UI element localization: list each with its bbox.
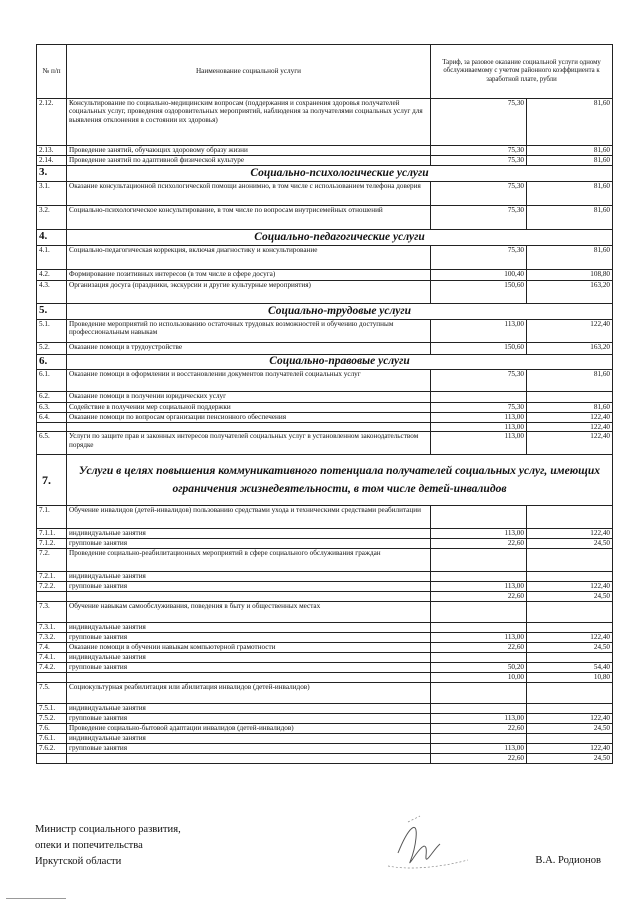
row-number: 6.2. (37, 391, 67, 402)
section-title: Социально-психологические услуги (67, 166, 613, 182)
table-row (37, 182, 613, 206)
service-name: Оказание помощи в получении юридических услуг (67, 391, 431, 402)
section-title: Социально-правовые услуги (67, 355, 613, 370)
tariff-value: 113,00 (431, 582, 527, 592)
row-number (37, 672, 67, 682)
tariff-value-with-coefficient (527, 549, 613, 572)
tariff-value: 75,30 (431, 369, 527, 391)
tariff-value-with-coefficient: 10,80 (527, 672, 613, 682)
table-row (37, 412, 613, 422)
tariff-value: 113,00 (431, 422, 527, 431)
tariff-value: 75,30 (431, 182, 527, 206)
row-number: 4.1. (37, 246, 67, 270)
header-name: Наименование социальной услуги (67, 45, 431, 99)
tariff-value: 113,00 (431, 713, 527, 723)
service-name: Оказание помощи в трудоустройстве (67, 343, 431, 355)
tariff-value (431, 602, 527, 623)
tariff-value: 113,00 (431, 320, 527, 343)
service-name: Организация досуга (праздники, экскурсии и другие культурные мероприятия) (67, 281, 431, 304)
row-number: 7.4. (37, 642, 67, 652)
tariff-value (431, 549, 527, 572)
tariff-value-with-coefficient (527, 682, 613, 703)
tariff-value (431, 682, 527, 703)
tariff-value (431, 733, 527, 743)
tariff-value-with-coefficient: 81,60 (527, 99, 613, 146)
tariff-value-with-coefficient: 24,50 (527, 592, 613, 602)
row-number: 7.3. (37, 602, 67, 623)
tariff-value-with-coefficient: 122,40 (527, 432, 613, 455)
table-row (37, 723, 613, 733)
table-row (37, 369, 613, 391)
section-row (37, 166, 613, 182)
service-name: индивидуальные занятия (67, 652, 431, 662)
service-name: Формирование позитивных интересов (в том числе в сфере досуга) (67, 270, 431, 281)
row-number (37, 753, 67, 763)
service-name: Консультирование по социально-медицинским вопросам (поддержания и сохранения здоровья получателей социальных услуг, проведения оздоровительных мероприятий, наблюдения за получателями социальных услуг для выявления отклонения в состоянии их здоровья) (67, 99, 431, 146)
tariff-value: 75,30 (431, 206, 527, 230)
table-row (37, 753, 613, 763)
table-row (37, 642, 613, 652)
section-title: Социально-педагогические услуги (67, 230, 613, 246)
tariff-value (431, 572, 527, 582)
tariff-value-with-coefficient: 122,40 (527, 713, 613, 723)
header-num: № п/п (37, 45, 67, 99)
service-name: индивидуальные занятия (67, 572, 431, 582)
signatory-name: В.А. Родионов (535, 855, 601, 866)
section-number: 6. (37, 355, 67, 370)
row-number: 2.13. (37, 146, 67, 156)
row-number: 3.1. (37, 182, 67, 206)
row-number: 3.2. (37, 206, 67, 230)
tariff-value: 75,30 (431, 246, 527, 270)
table-row (37, 632, 613, 642)
service-name: групповые занятия (67, 662, 431, 672)
table-row (37, 733, 613, 743)
table-row (37, 592, 613, 602)
service-name: Оказание помощи в обучении навыкам компьютерной грамотности (67, 642, 431, 652)
tariff-value: 113,00 (431, 529, 527, 539)
service-name (67, 592, 431, 602)
service-name: групповые занятия (67, 713, 431, 723)
table-row (37, 422, 613, 431)
tariff-value-with-coefficient (527, 602, 613, 623)
service-name: индивидуальные занятия (67, 733, 431, 743)
tariff-value-with-coefficient: 81,60 (527, 182, 613, 206)
tariff-value: 113,00 (431, 632, 527, 642)
row-number (37, 422, 67, 431)
service-name (67, 422, 431, 431)
footer-line (6, 898, 66, 899)
table-row (37, 506, 613, 529)
tariff-value: 75,30 (431, 402, 527, 412)
service-name: Оказание консультационной психологической помощи анонимно, в том числе с использованием телефона доверия (67, 182, 431, 206)
tariff-value (431, 623, 527, 632)
section-number: 4. (37, 230, 67, 246)
tariff-value-with-coefficient: 108,80 (527, 270, 613, 281)
tariff-value-with-coefficient: 122,40 (527, 743, 613, 753)
row-number: 7.2.1. (37, 572, 67, 582)
tariff-value: 113,00 (431, 412, 527, 422)
row-number: 4.3. (37, 281, 67, 304)
row-number: 7.4.1. (37, 652, 67, 662)
table-row (37, 432, 613, 455)
tariff-value-with-coefficient: 24,50 (527, 723, 613, 733)
row-number: 6.4. (37, 412, 67, 422)
row-number: 6.5. (37, 432, 67, 455)
section-title: Услуги в целях повышения коммуникативного потенциала получателей социальных услуг, имеющих ограничения жизнедеятельности, в том числе детей-инвалидов (67, 455, 613, 506)
tariff-value: 22,60 (431, 592, 527, 602)
table-row (37, 206, 613, 230)
table-row (37, 281, 613, 304)
section-row (37, 455, 613, 506)
tariff-value-with-coefficient: 81,60 (527, 146, 613, 156)
row-number: 7.5.1. (37, 703, 67, 713)
section-row (37, 230, 613, 246)
signature-block (35, 822, 181, 870)
tariff-value-with-coefficient: 81,60 (527, 369, 613, 391)
table-row (37, 743, 613, 753)
tariff-value-with-coefficient: 122,40 (527, 412, 613, 422)
table-row (37, 582, 613, 592)
table-row (37, 156, 613, 166)
service-name: Проведение социально-реабилитационных мероприятий в сфере социального обслуживания граждан (67, 549, 431, 572)
service-name (67, 672, 431, 682)
section-title: Социально-трудовые услуги (67, 304, 613, 320)
row-number: 5.2. (37, 343, 67, 355)
tariff-value-with-coefficient: 163,20 (527, 343, 613, 355)
tariff-value-with-coefficient: 24,50 (527, 642, 613, 652)
tariff-value: 22,60 (431, 723, 527, 733)
service-name: Проведение занятий, обучающих здоровому образу жизни (67, 146, 431, 156)
tariff-value (431, 391, 527, 402)
table-row (37, 713, 613, 723)
tariff-value: 150,60 (431, 281, 527, 304)
service-name: Обучение инвалидов (детей-инвалидов) пользованию средствами ухода и техническими средствами реабилитации (67, 506, 431, 529)
table-row (37, 270, 613, 281)
tariff-value-with-coefficient (527, 572, 613, 582)
tariff-value (431, 703, 527, 713)
tariff-value-with-coefficient (527, 391, 613, 402)
tariff-value: 22,60 (431, 642, 527, 652)
header-price: Тариф, за разовое оказание социальной услуги одному обслуживаемому с учетом районного коэффициента к заработной плате, рубли (431, 45, 613, 99)
service-name: Проведение занятий по адаптивной физической культуре (67, 156, 431, 166)
tariff-value-with-coefficient: 81,60 (527, 206, 613, 230)
signature-line-2: опеки и попечительства (35, 839, 143, 851)
tariff-value-with-coefficient: 122,40 (527, 529, 613, 539)
tariff-value: 75,30 (431, 146, 527, 156)
section-number: 7. (37, 455, 67, 506)
tariff-value: 100,40 (431, 270, 527, 281)
tariff-value: 10,00 (431, 672, 527, 682)
row-number: 7.5. (37, 682, 67, 703)
table-row (37, 529, 613, 539)
service-name: Социокультурная реабилитация или абилитация инвалидов (детей-инвалидов) (67, 682, 431, 703)
service-name: групповые занятия (67, 743, 431, 753)
service-name: Оказание помощи в оформлении и восстановлении документов получателей социальных услуг (67, 369, 431, 391)
tariff-value-with-coefficient: 81,60 (527, 402, 613, 412)
tariff-value-with-coefficient: 81,60 (527, 246, 613, 270)
tariff-value-with-coefficient (527, 506, 613, 529)
service-name: групповые занятия (67, 632, 431, 642)
tariff-value: 50,20 (431, 662, 527, 672)
row-number: 7.6.2. (37, 743, 67, 753)
row-number: 7.6.1. (37, 733, 67, 743)
row-number: 2.14. (37, 156, 67, 166)
tariff-value-with-coefficient: 81,60 (527, 156, 613, 166)
section-number: 3. (37, 166, 67, 182)
table-row (37, 246, 613, 270)
table-row (37, 662, 613, 672)
row-number: 5.1. (37, 320, 67, 343)
row-number: 7.6. (37, 723, 67, 733)
row-number: 7.3.2. (37, 632, 67, 642)
service-name: индивидуальные занятия (67, 529, 431, 539)
row-number: 7.2. (37, 549, 67, 572)
service-name: групповые занятия (67, 582, 431, 592)
tariff-value-with-coefficient: 122,40 (527, 632, 613, 642)
row-number: 7.2.2. (37, 582, 67, 592)
tariff-value: 22,60 (431, 753, 527, 763)
section-row (37, 355, 613, 370)
table-row (37, 146, 613, 156)
row-number: 7.3.1. (37, 623, 67, 632)
table-row (37, 549, 613, 572)
table-row (37, 402, 613, 412)
tariff-value-with-coefficient: 122,40 (527, 582, 613, 592)
table-row (37, 572, 613, 582)
tariff-value-with-coefficient: 24,50 (527, 539, 613, 549)
service-name: Оказание помощи по вопросам организации пенсионного обеспечения (67, 412, 431, 422)
service-name: Содействие в получении мер социальной поддержки (67, 402, 431, 412)
service-name (67, 753, 431, 763)
tariff-value-with-coefficient (527, 733, 613, 743)
tariff-value-with-coefficient (527, 703, 613, 713)
table-row (37, 343, 613, 355)
table-row (37, 99, 613, 146)
service-name: Услуги по защите прав и законных интересов получателей социальных услуг в установленном законодательством порядке (67, 432, 431, 455)
row-number: 6.1. (37, 369, 67, 391)
tariff-value (431, 652, 527, 662)
service-name: индивидуальные занятия (67, 623, 431, 632)
row-number: 7.4.2. (37, 662, 67, 672)
tariff-value: 75,30 (431, 99, 527, 146)
table-row (37, 391, 613, 402)
tariff-value: 150,60 (431, 343, 527, 355)
table-row (37, 652, 613, 662)
table-row (37, 320, 613, 343)
table-row (37, 602, 613, 623)
service-name: индивидуальные занятия (67, 703, 431, 713)
service-name: Обучение навыкам самообслуживания, поведения в быту и общественных местах (67, 602, 431, 623)
row-number: 4.2. (37, 270, 67, 281)
tariff-value: 22,60 (431, 539, 527, 549)
tariff-value-with-coefficient: 122,40 (527, 320, 613, 343)
row-number: 2.12. (37, 99, 67, 146)
table-row (37, 672, 613, 682)
row-number: 7.1.1. (37, 529, 67, 539)
tariff-value-with-coefficient (527, 623, 613, 632)
service-name: групповые занятия (67, 539, 431, 549)
service-name: Социально-педагогическая коррекция, включая диагностику и консультирование (67, 246, 431, 270)
tariff-value-with-coefficient: 122,40 (527, 422, 613, 431)
row-number: 7.1. (37, 506, 67, 529)
signature-line-3: Иркутской области (35, 855, 122, 867)
row-number: 6.3. (37, 402, 67, 412)
section-number: 5. (37, 304, 67, 320)
table-row (37, 703, 613, 713)
tariff-value (431, 506, 527, 529)
service-name: Социально-психологическое консультирование, в том числе по вопросам внутрисемейных отношений (67, 206, 431, 230)
row-number: 7.1.2. (37, 539, 67, 549)
tariff-value: 75,30 (431, 156, 527, 166)
tariff-value: 113,00 (431, 743, 527, 753)
tariff-value-with-coefficient: 54,40 (527, 662, 613, 672)
service-name: Проведение мероприятий по использованию остаточных трудовых возможностей и обучению доступным профессиональным навыкам (67, 320, 431, 343)
table-header-row (37, 45, 613, 99)
handwritten-signature (378, 808, 488, 878)
tariff-value: 113,00 (431, 432, 527, 455)
tariff-value-with-coefficient (527, 652, 613, 662)
table-row (37, 539, 613, 549)
row-number: 7.5.2. (37, 713, 67, 723)
table-row (37, 623, 613, 632)
table-row (37, 682, 613, 703)
signature-line-1: Министр социального развития, (35, 824, 181, 835)
service-name: Проведение социально-бытовой адаптации инвалидов (детей-инвалидов) (67, 723, 431, 733)
section-row (37, 304, 613, 320)
tariff-value-with-coefficient: 24,50 (527, 753, 613, 763)
tariff-table (36, 44, 613, 764)
tariff-value-with-coefficient: 163,20 (527, 281, 613, 304)
row-number (37, 592, 67, 602)
